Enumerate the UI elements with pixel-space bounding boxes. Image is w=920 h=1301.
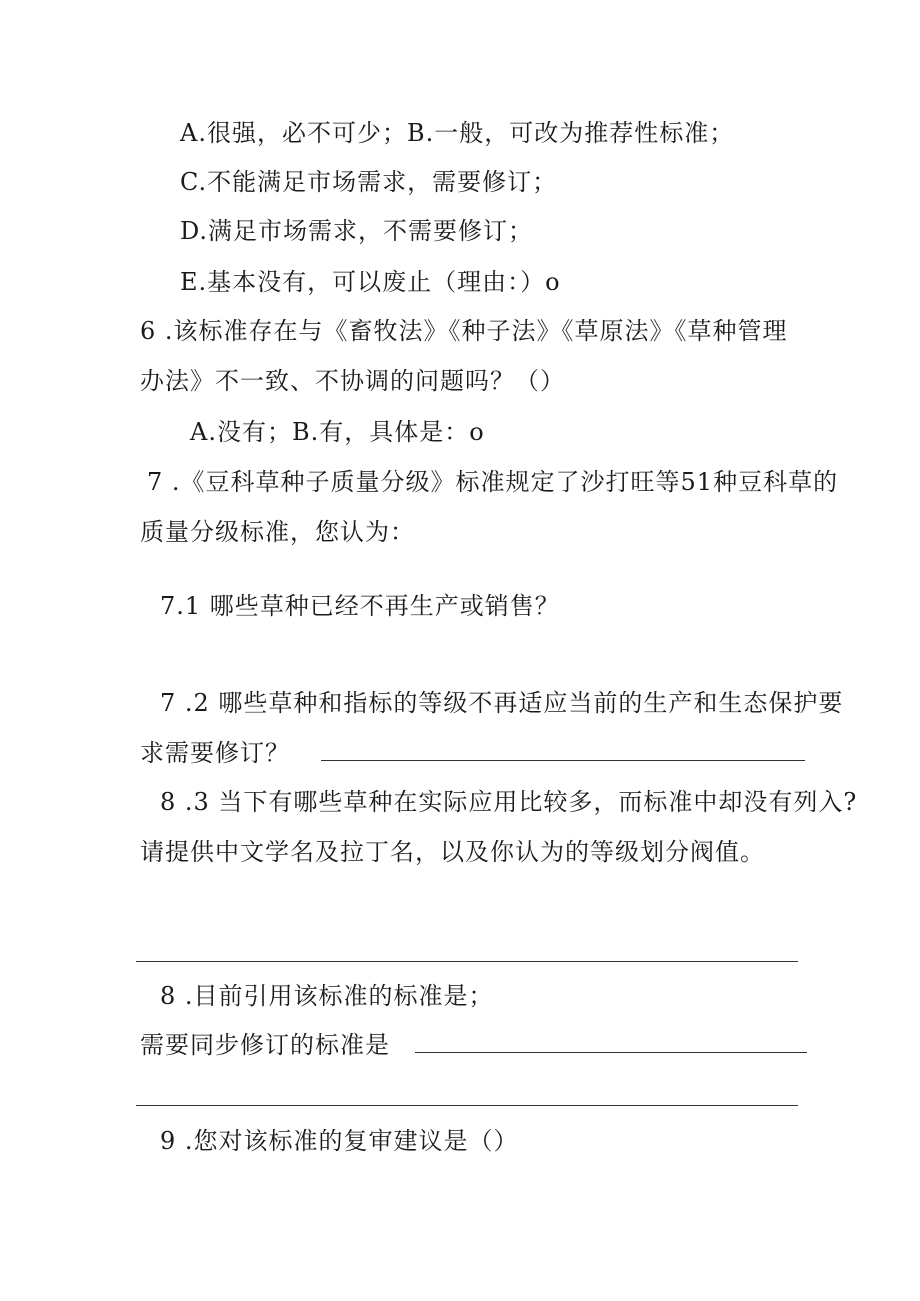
q7-question-line-1: 7 .《豆科草种子质量分级》标准规定了沙打旺等51种豆科草的	[147, 468, 839, 496]
q8-sync-answer-blank[interactable]	[415, 1030, 807, 1053]
q5-option-line-1: A.很强，必不可少；B.一般，可改为推荐性标准；	[180, 119, 735, 147]
q7-question-line-2: 质量分级标准，您认为：	[140, 518, 415, 546]
q7-sub-2-answer-blank[interactable]	[321, 738, 805, 761]
q8-question-line-1: 8 .目前引用该标准的标准是；	[160, 982, 494, 1010]
q5-option-line-2: C.不能满足市场需求，需要修订；	[180, 168, 558, 196]
q7-sub-1: 7.1 哪些草种已经不再生产或销售？	[160, 592, 560, 620]
q6-question-line-1: 6 .该标准存在与《畜牧法》《种子法》《草原法》《草种管理	[140, 317, 788, 345]
q7-sub-2-label: 求需要修订？	[140, 739, 290, 767]
q9-question-line-1: 9 .您对该标准的复审建议是（）	[160, 1127, 519, 1155]
q6-options: A.没有；B.有，具体是：o	[190, 418, 485, 446]
q8-question-line-2	[140, 1029, 807, 1061]
q6-question-line-2: 办法》不一致、不协调的问题吗？（）	[140, 367, 565, 395]
q8-sync-label: 需要同步修订的标准是	[140, 1031, 390, 1059]
q7-sub-2-line-2	[140, 737, 805, 769]
q5-option-line-4: E.基本没有，可以废止（理由：）o	[180, 268, 561, 296]
answer-line-q7-sub-3[interactable]	[136, 961, 798, 962]
q7-sub-2-line-1: 7 .2 哪些草种和指标的等级不再适应当前的生产和生态保护要	[160, 689, 844, 717]
q7-sub-3-line-2: 请提供中文学名及拉丁名，以及你认为的等级划分阀值。	[140, 838, 765, 866]
q7-sub-3-line-1: 8 .3 当下有哪些草种在实际应用比较多，而标准中却没有列入?	[160, 788, 858, 816]
q5-option-line-3: D.满足市场需求，不需要修订；	[180, 217, 534, 245]
answer-line-q8[interactable]	[136, 1105, 798, 1106]
